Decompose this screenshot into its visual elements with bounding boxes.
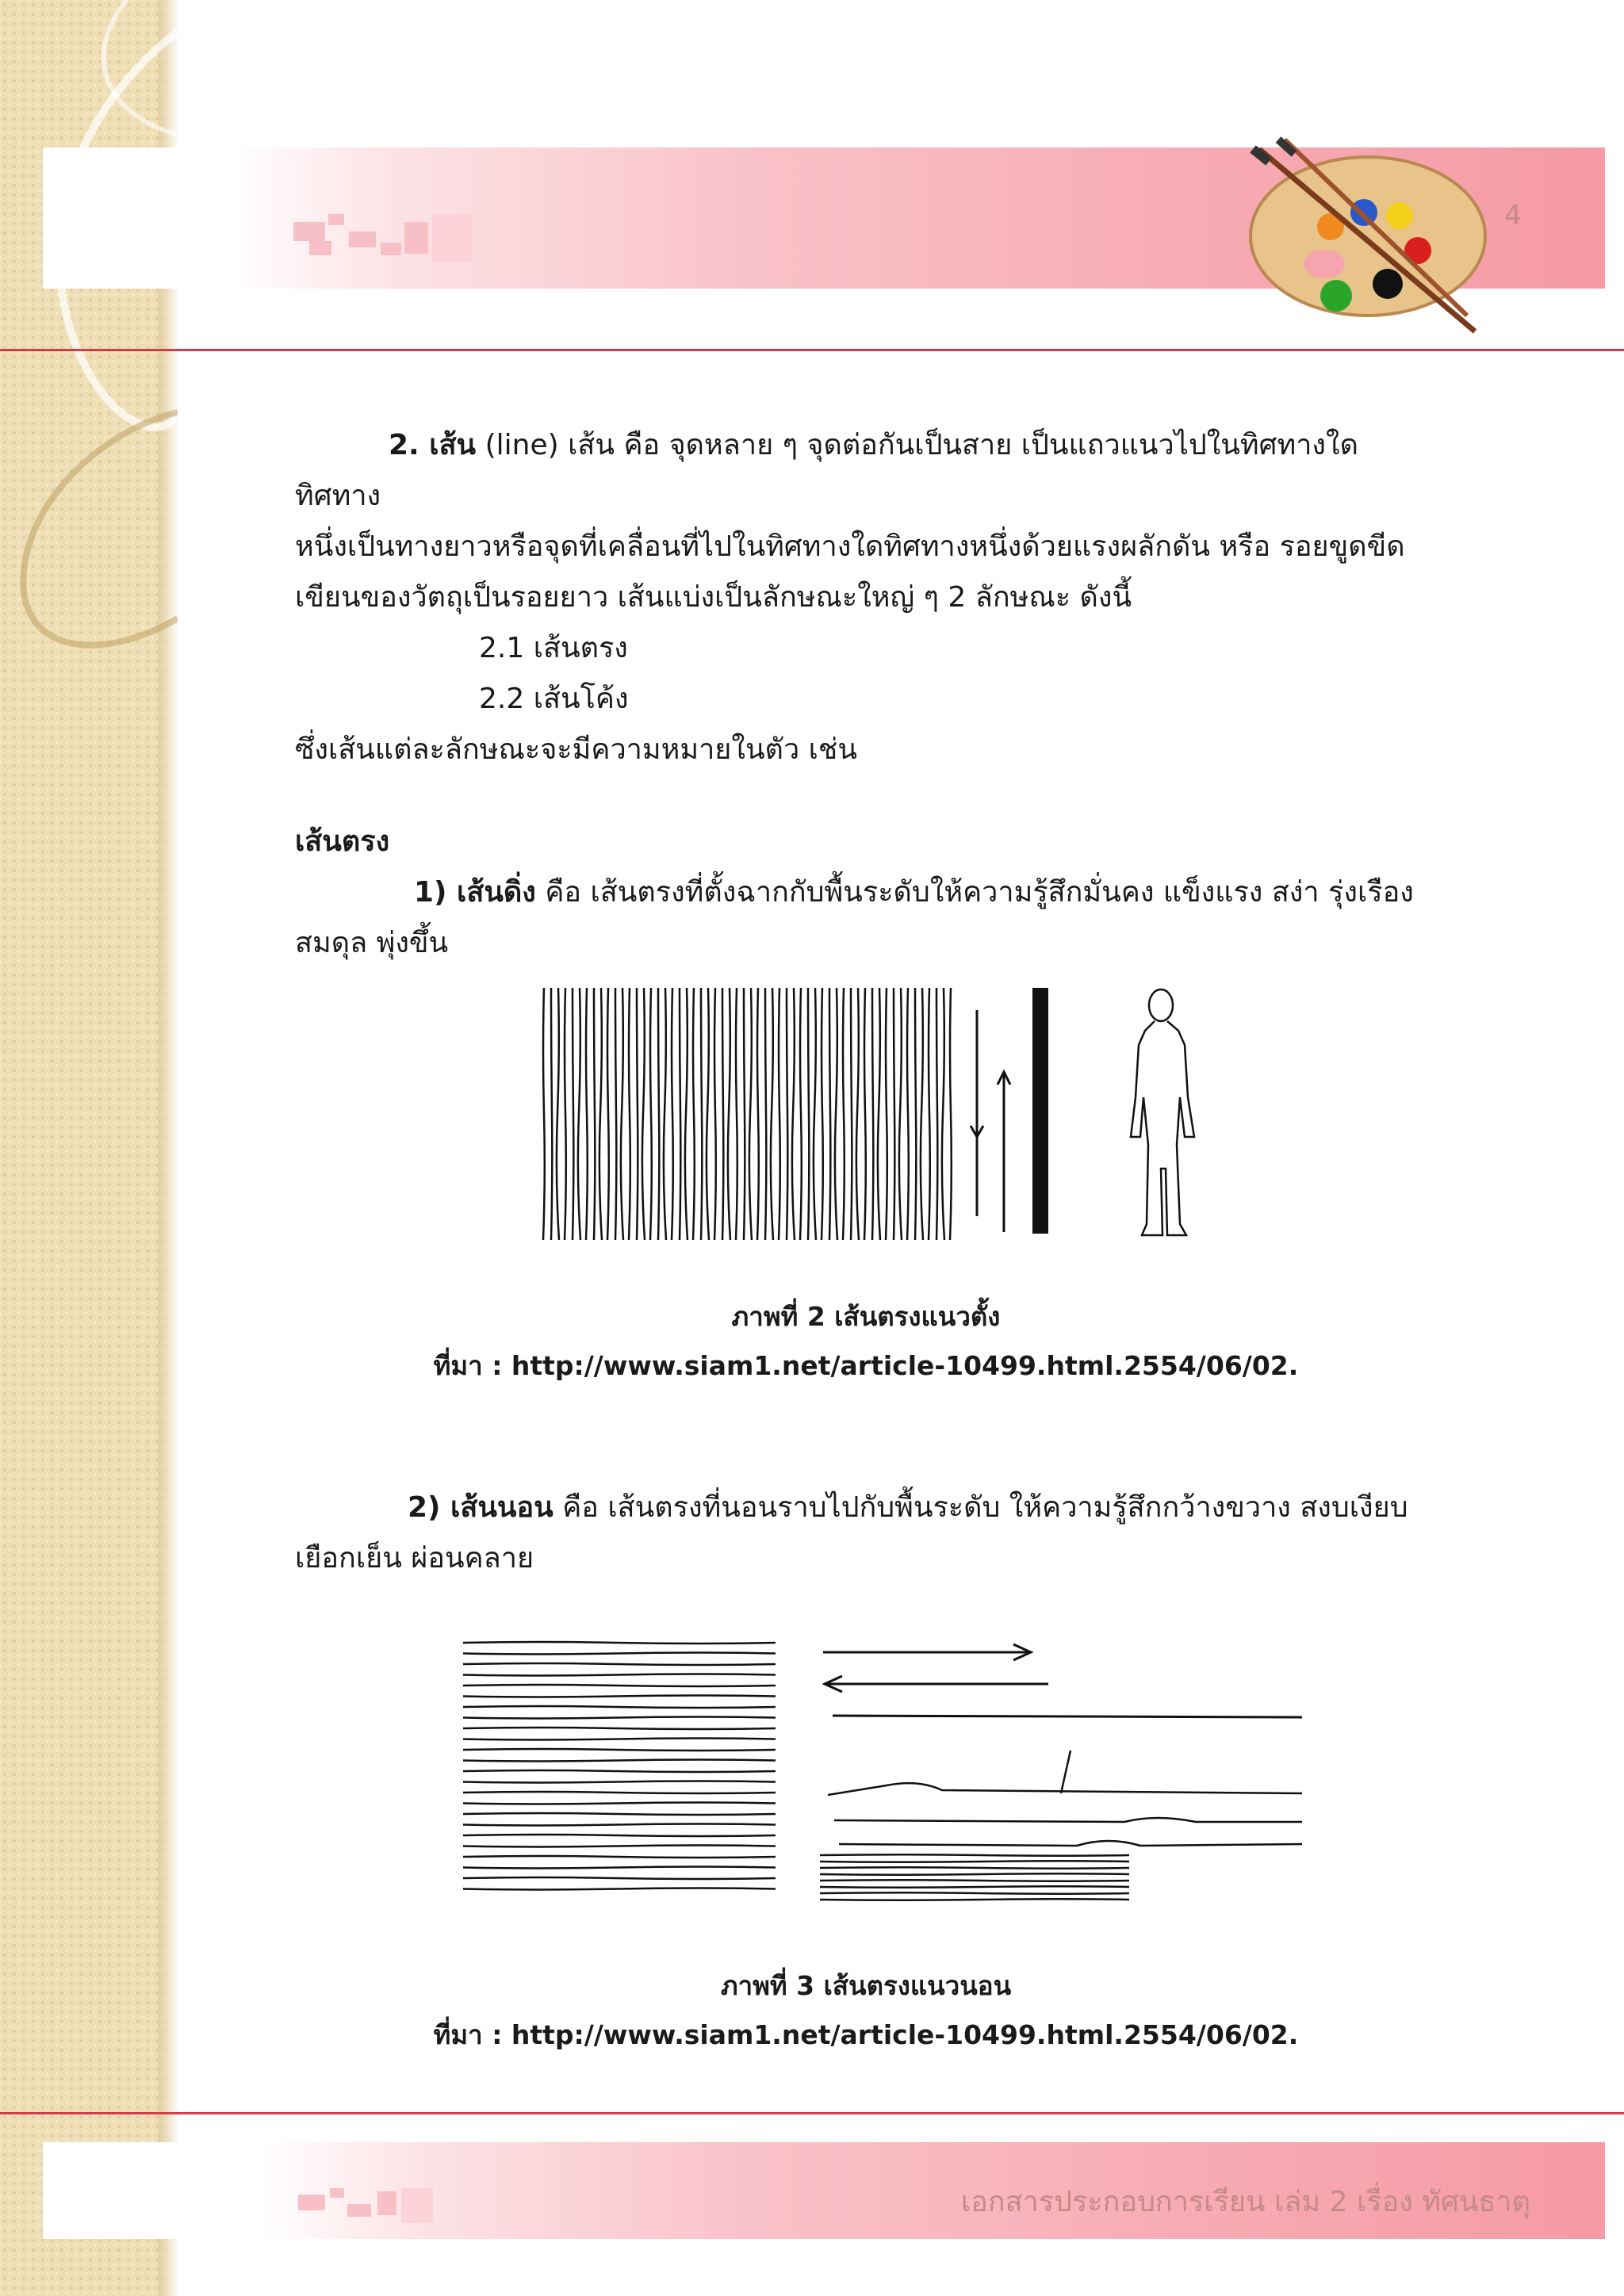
vertical-stroke: [664, 988, 666, 1240]
horizontal-stroke: [463, 1749, 776, 1751]
figure3-source: ที่มา : http://www.siam1.net/article-10499.html.2554/06/02.: [433, 2019, 1299, 2050]
intro-line-2: หนึ่งเป็นทางยาวหรือจุดที่เคลื่อนที่ไปในทิศทางใดทิศทางหนึ่งด้วยแรงผลักดัน หรือ รอยขูดขีด: [295, 530, 1405, 563]
horizontal-stroke: [463, 1813, 776, 1815]
intro-paragraph: [295, 420, 1437, 522]
vertical-stroke: [707, 988, 709, 1240]
horizontal-stroke: [463, 1888, 776, 1890]
list-item-straight: 2.1 เส้นตรง: [479, 632, 628, 664]
vertical-stroke: [822, 988, 823, 1240]
swirl-ornament: [0, 0, 178, 714]
vertical-stroke: [779, 988, 780, 1240]
horizontal-stroke: [463, 1803, 776, 1804]
vertical-stroke: [607, 988, 609, 1240]
vertical-stroke: [744, 988, 745, 1240]
vertical-stroke: [543, 988, 545, 1240]
vertical-stroke: [728, 988, 730, 1240]
horizontal-stroke-short: [820, 1854, 1129, 1856]
vertical-stroke: [685, 988, 688, 1240]
vertical-stroke: [907, 988, 909, 1240]
figure2-caption-block: [295, 1292, 1437, 1391]
footer-title: เอกสารประกอบการเรียน เล่ม 2 เรื่อง ทัศนธาตุ: [960, 2186, 1530, 2218]
horizontal-stroke: [463, 1856, 776, 1858]
paint-palette-icon: [1237, 133, 1499, 347]
vertical-stroke: [629, 988, 630, 1240]
figure3-caption: ภาพที่ 3 เส้นตรงแนวนอน: [720, 1970, 1012, 2001]
item1-term: 1) เส้นดิ่ง: [414, 876, 536, 909]
vertical-stroke: [915, 988, 916, 1240]
vertical-stroke: [594, 988, 595, 1240]
vertical-stroke: [872, 988, 873, 1240]
vertical-stroke: [829, 988, 830, 1240]
vertical-stroke: [658, 988, 659, 1240]
vertical-stroke: [929, 988, 930, 1240]
vertical-stroke: [736, 988, 737, 1240]
horizontal-stroke: [463, 1685, 776, 1686]
vertical-stroke: [701, 988, 702, 1240]
vertical-stroke: [814, 988, 816, 1240]
item2-paragraph: [295, 1483, 1437, 1533]
main-content: [295, 420, 1437, 969]
horizontal-stroke: [463, 1781, 776, 1783]
vertical-stroke: [586, 988, 588, 1240]
list-item-curved: 2.2 เส้นโค้ง: [479, 683, 629, 715]
vertical-stroke: [899, 988, 902, 1240]
item2-text: คือ เส้นตรงที่นอนราบไปกับพื้นระดับ ให้ความรู้สึกกว้างขวาง สงบเงียบ: [553, 1491, 1408, 1524]
summary-line: ซึ่งเส้นแต่ละลักษณะจะมีความหมายในตัว เช่น: [295, 733, 857, 766]
item1-text: คือ เส้นตรงที่ตั้งฉากกับพื้นระดับให้ความรู้สึกมั่นคง แข็งแรง สง่า รุ่งเรือง: [535, 876, 1414, 909]
vertical-stroke: [749, 988, 752, 1240]
vertical-stroke: [771, 988, 773, 1240]
vertical-stroke: [808, 988, 809, 1240]
horizontal-stroke-short: [820, 1880, 1129, 1881]
horizontal-stroke-short: [820, 1867, 1129, 1869]
horizontal-stroke: [463, 1835, 776, 1836]
vertical-stroke: [578, 988, 580, 1240]
standing-man-icon: [1131, 989, 1194, 1235]
vertical-stroke: [714, 988, 716, 1240]
vertical-stroke: [800, 988, 802, 1240]
vertical-stroke: [615, 988, 616, 1240]
vertical-stroke: [942, 988, 944, 1240]
vertical-stroke: [878, 988, 880, 1240]
horizontal-stroke: [463, 1663, 776, 1665]
vertical-stroke: [757, 988, 759, 1240]
vertical-stroke: [557, 988, 559, 1240]
horizontal-stroke: [463, 1877, 776, 1879]
intro-line-1: เส้น คือ จุดหลาย ๆ จุดต่อกันเป็นสาย เป็นแถวแนวไปในทิศทางใดทิศทาง: [295, 429, 1358, 512]
horizontal-stroke-short: [820, 1892, 1129, 1894]
vertical-stroke: [637, 988, 638, 1240]
intro-lead-bold: 2. เส้น: [389, 429, 477, 461]
horizontal-stroke-short: [820, 1886, 1129, 1888]
vertical-stroke: [621, 988, 623, 1240]
figure2-caption: ภาพที่ 2 เส้นตรงแนวตั้ง: [731, 1301, 1001, 1332]
horizontal-stroke: [463, 1846, 776, 1847]
item1-paragraph: [295, 867, 1437, 918]
intro-line-3: เขียนของวัตถุเป็นรอยยาว เส้นแบ่งเป็นลักษณะใหญ่ ๆ 2 ลักษณะ ดังนี้: [295, 581, 1132, 614]
horizontal-stroke-short: [820, 1861, 1129, 1862]
item2-text-line2: เยือกเย็น ผ่อนคลาย: [295, 1542, 534, 1575]
horizontal-stroke: [463, 1642, 776, 1644]
vertical-stroke: [843, 988, 845, 1240]
horizontal-stroke: [463, 1739, 776, 1740]
footer-white-block: [43, 2142, 241, 2239]
vertical-stroke: [886, 988, 887, 1240]
vertical-stroke: [551, 988, 552, 1240]
vertical-stroke: [921, 988, 923, 1240]
vertical-stroke: [722, 988, 723, 1240]
item2-block: [295, 1483, 1437, 1584]
vertical-stroke: [936, 988, 937, 1240]
vertical-stroke: [642, 988, 645, 1240]
vertical-stroke: [864, 988, 866, 1240]
horizontal-stroke: [463, 1674, 776, 1676]
page-number: 4: [1504, 200, 1522, 232]
vertical-stroke: [950, 988, 952, 1240]
horizontal-stroke: [463, 1717, 776, 1719]
horizontal-stroke: [463, 1770, 776, 1772]
horizontal-stroke: [463, 1653, 776, 1655]
vertical-stroke: [835, 988, 837, 1240]
vertical-stroke: [851, 988, 852, 1240]
intro-lead-plain: (line): [476, 429, 569, 461]
figure-vertical-lines: [536, 978, 1218, 1251]
bottom-divider-rule: [0, 2112, 1624, 2114]
item2-term: 2) เส้นนอน: [408, 1491, 553, 1524]
horizontal-stroke-short: [820, 1899, 1129, 1900]
vertical-stroke: [856, 988, 859, 1240]
vertical-stroke: [693, 988, 695, 1240]
horizontal-stroke: [463, 1824, 776, 1826]
vertical-stroke: [672, 988, 673, 1240]
horizontal-stroke: [463, 1706, 776, 1708]
header-white-block: [43, 147, 241, 289]
vertical-stroke: [565, 988, 566, 1240]
horizontal-stroke: [463, 1696, 776, 1697]
vertical-stroke: [599, 988, 602, 1240]
horizontal-stroke: [463, 1728, 776, 1729]
vertical-stroke: [765, 988, 766, 1240]
figure2-source: ที่มา : http://www.siam1.net/article-10499.html.2554/06/02.: [433, 1350, 1299, 1381]
section-heading-straight: เส้นตรง: [295, 825, 390, 858]
vertical-stroke: [650, 988, 652, 1240]
horizontal-stroke-short: [820, 1873, 1129, 1875]
horizontal-stroke: [463, 1867, 776, 1869]
top-divider-rule: [0, 349, 1624, 351]
vertical-stroke: [792, 988, 795, 1240]
item1-text-line2: สมดุล พุ่งขึ้น: [295, 927, 449, 959]
figure-horizontal-lines: [458, 1632, 1304, 1912]
figure3-caption-block: [295, 1961, 1437, 2060]
horizontal-stroke: [463, 1792, 776, 1793]
horizontal-stroke: [463, 1760, 776, 1762]
